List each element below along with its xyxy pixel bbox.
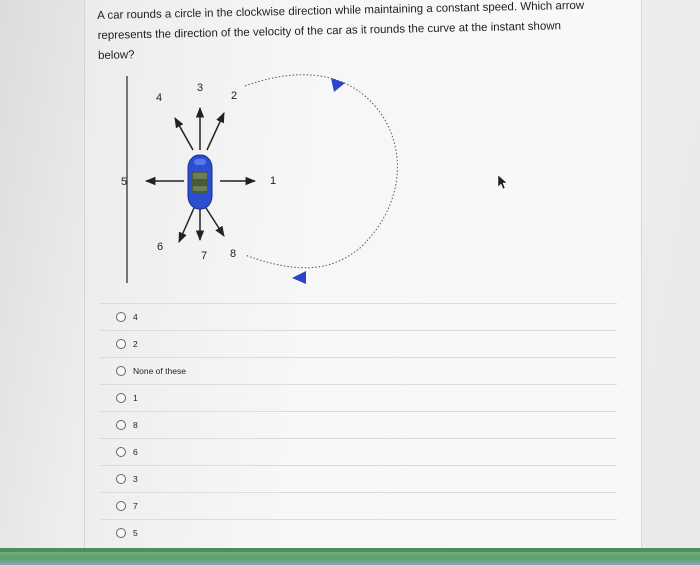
option-label: None of these: [133, 366, 186, 376]
radio-button[interactable]: [116, 393, 126, 403]
option-label: 6: [133, 447, 138, 457]
option-none-of-these[interactable]: [100, 357, 617, 384]
arrow-label-7: 7: [201, 250, 208, 262]
radio-button[interactable]: [116, 312, 126, 322]
option-label: 5: [133, 528, 138, 538]
question-line-2: represents the direction of the velocity of the car as it rounds the curve at the instant shown: [97, 20, 562, 42]
question-line-1: A car rounds a circle in the clockwise direction while maintaining a constant speed. Which arrow: [97, 0, 585, 22]
arrow-label-8: 8: [230, 248, 237, 260]
question-line-3: below?: [97, 49, 135, 62]
option-6[interactable]: [100, 438, 617, 465]
option-label: 3: [133, 474, 138, 484]
option-5[interactable]: [100, 519, 617, 546]
arrow-label-1: 1: [270, 175, 277, 187]
option-label: 4: [133, 312, 138, 322]
option-3[interactable]: [100, 465, 617, 492]
radio-button[interactable]: [116, 474, 126, 484]
option-8[interactable]: [100, 411, 617, 438]
arrow-label-4: 4: [156, 92, 163, 104]
arrow-label-2: 2: [231, 90, 238, 102]
arrow-label-5: 5: [121, 176, 128, 188]
option-7[interactable]: [100, 492, 617, 519]
option-label: 2: [133, 339, 138, 349]
radio-button[interactable]: [116, 366, 126, 376]
arrow-label-6: 6: [157, 241, 164, 253]
arrow-label-3: 3: [197, 82, 204, 94]
radio-button[interactable]: [116, 528, 126, 538]
option-label: 7: [133, 501, 138, 511]
bottom-bar-edge: [0, 548, 700, 552]
option-2[interactable]: [100, 330, 617, 357]
option-label: 8: [133, 420, 138, 430]
radio-button[interactable]: [116, 447, 126, 457]
radio-button[interactable]: [116, 420, 126, 430]
option-label: 1: [133, 393, 138, 403]
radio-button[interactable]: [116, 501, 126, 511]
option-4[interactable]: [100, 303, 617, 330]
option-1[interactable]: [100, 384, 617, 411]
radio-button[interactable]: [116, 339, 126, 349]
